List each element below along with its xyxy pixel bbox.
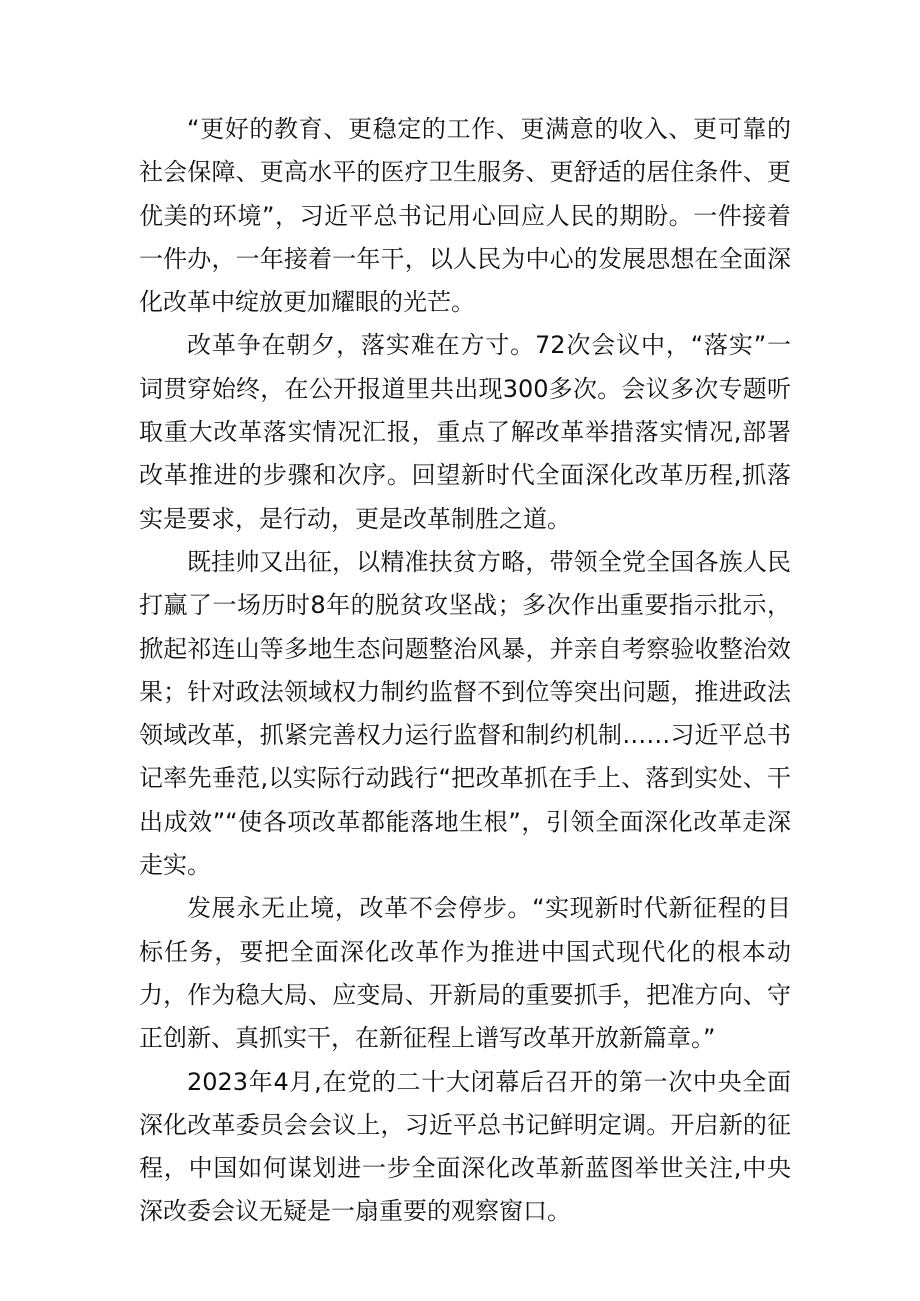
paragraph-2: 改革争在朝夕，落实难在方寸。72次会议中，“落实”一词贯穿始终，在公开报道里共出现300多次。会议多次专题听取重大改革落实情况汇报，重点了解改革举措落实情况,部署改革推进的步骤和次序。回望新时代全面深化改革历程,抓落实是要求，是行动，更是改革制胜之道。 (139, 331, 791, 533)
paragraph-3: 既挂帅又出征，以精准扶贫方略，带领全党全国各族人民打赢了一场历时8年的脱贫攻坚战；多次作出重要指示批示，掀起祁连山等多地生态问题整治风暴，并亲自考察验收整治效果；针对政法领域权力制约监督不到位等突出问题，推进政法领域改革，抓紧完善权力运行监督和制约机制……习近平总书记率先垂范,以实际行动践行“把改革抓在手上、落到实处、干出成效”“使各项改革都能落地生根”，引领全面深化改革走深走实。 (139, 547, 791, 880)
paragraph-1: “更好的教育、更稳定的工作、更满意的收入、更可靠的社会保障、更高水平的医疗卫生服务、更舒适的居住条件、更优美的环境”，习近平总书记用心回应人民的期盼。一件接着一件办，一年接着一年干，以人民为中心的发展思想在全面深化改革中绽放更加耀眼的光芒。 (139, 115, 791, 317)
article-body (139, 108, 791, 1234)
paragraph-4: 发展永无止境，改革不会停步。“实现新时代新征程的目标任务，要把全面深化改革作为推进中国式现代化的根本动力，作为稳大局、应变局、开新局的重要抓手，把准方向、守正创新、真抓实干，在新征程上谱写改革开放新篇章。” (139, 894, 791, 1053)
paragraph-5: 2023年4月,在党的二十大闭幕后召开的第一次中央全面深化改革委员会会议上，习近平总书记鲜明定调。开启新的征程，中国如何谋划进一步全面深化改革新蓝图举世关注,中央深改委会议无疑是一扇重要的观察窗口。 (139, 1067, 791, 1226)
